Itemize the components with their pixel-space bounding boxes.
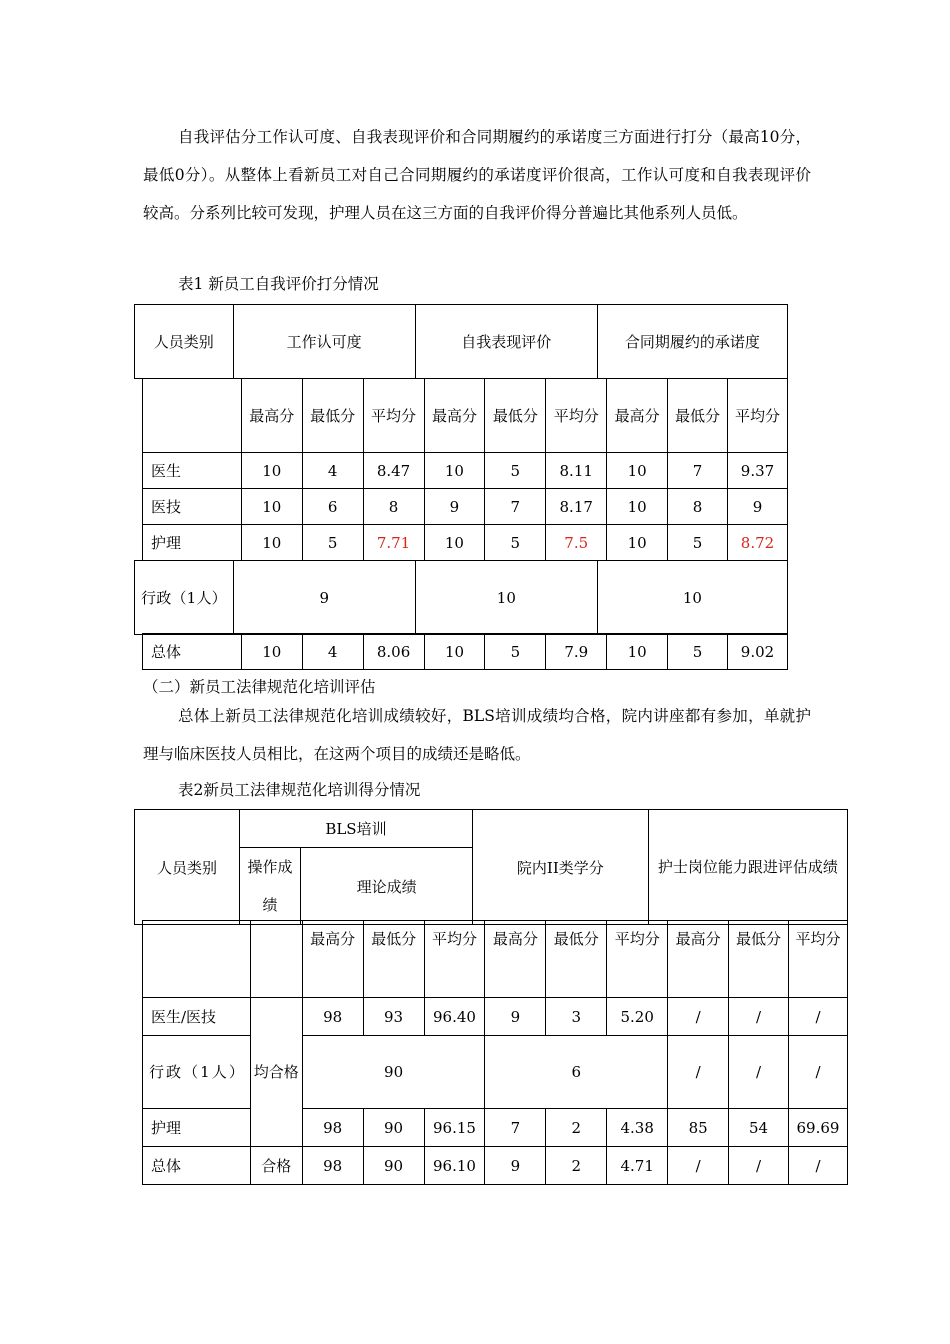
table1-subheader: 最高分 xyxy=(424,379,485,453)
table-cell: 10 xyxy=(241,634,302,670)
table-row xyxy=(143,634,788,670)
table1-subheader: 最低分 xyxy=(302,379,363,453)
table-cell: 3 xyxy=(546,998,607,1036)
table2-header-credit: 院内II类学分 xyxy=(473,810,649,925)
table-cell: 90 xyxy=(302,1036,485,1109)
table-cell: 7.9 xyxy=(546,634,607,670)
table-cell: 5 xyxy=(668,525,728,561)
table-cell: 4 xyxy=(302,634,363,670)
table-cell: 5 xyxy=(485,634,546,670)
table-cell: 7 xyxy=(668,453,728,489)
table1-total xyxy=(142,633,788,670)
row-label: 总体 xyxy=(143,634,242,670)
section-paragraph: 总体上新员工法律规范化培训成绩较好，BLS培训成绩均合格，院内讲座都有参加，单就护理与临床医技人员相比，在这两个项目的成绩还是略低。 xyxy=(143,707,811,763)
table2-subheader: 最高分 xyxy=(668,921,729,998)
table-cell: 93 xyxy=(363,998,424,1036)
table-cell: 9 xyxy=(485,1147,546,1185)
table-cell: 2 xyxy=(546,1147,607,1185)
intro-paragraph: 自我评估分工作认可度、自我表现评价和合同期履约的承诺度三方面进行打分（最高10分，最低0分）。从整体上看新员工对自己合同期履约的承诺度评价很高，工作认可度和自我表现评价较高。分系列比较可发现，护理人员在这三方面的自我评价得分普遍比其他系列人员低。 xyxy=(143,128,811,222)
table-cell: 9 xyxy=(727,489,787,525)
table1-subheader: 平均分 xyxy=(546,379,607,453)
table-row xyxy=(143,525,788,561)
row-label: 医生/医技 xyxy=(143,998,251,1036)
table-cell-highlight: 7.71 xyxy=(363,525,424,561)
table-cell: 10 xyxy=(607,453,668,489)
table-cell: / xyxy=(788,998,847,1036)
table-cell: 10 xyxy=(607,525,668,561)
table-cell: 7 xyxy=(485,1109,546,1147)
table-cell: 5 xyxy=(668,634,728,670)
table-cell: 10 xyxy=(241,525,302,561)
table-cell: 2 xyxy=(546,1109,607,1147)
table-cell: 6 xyxy=(302,489,363,525)
table-row xyxy=(143,453,788,489)
table-cell: 54 xyxy=(729,1109,789,1147)
table-cell: 9 xyxy=(424,489,485,525)
table-cell: 98 xyxy=(302,1109,363,1147)
table-cell: 8.17 xyxy=(546,489,607,525)
table-cell: / xyxy=(668,998,729,1036)
table-cell: 8.47 xyxy=(363,453,424,489)
row-label: 护理 xyxy=(143,1109,251,1147)
table-cell: 90 xyxy=(363,1147,424,1185)
table2-subheader-blank xyxy=(143,921,251,998)
table-row xyxy=(143,1109,848,1147)
table2-header-theory: 理论成绩 xyxy=(301,848,473,925)
table2-subheader: 最高分 xyxy=(485,921,546,998)
table-cell: 5 xyxy=(485,525,546,561)
table-cell: 10 xyxy=(607,489,668,525)
table-cell: / xyxy=(729,1147,789,1185)
table1-group-work: 工作认可度 xyxy=(233,305,415,379)
table-cell: 合格 xyxy=(250,1147,302,1185)
table1-subheader: 最低分 xyxy=(668,379,728,453)
table-cell: 10 xyxy=(241,489,302,525)
table-row xyxy=(143,1036,848,1109)
table-row xyxy=(135,561,788,635)
table2-header xyxy=(134,809,848,925)
table-cell: 90 xyxy=(363,1109,424,1147)
table2-header-operation: 操作成绩 xyxy=(239,848,300,925)
table-cell: 10 xyxy=(241,453,302,489)
table-row xyxy=(143,1147,848,1185)
table2-header-bls: BLS培训 xyxy=(239,810,472,848)
row-label: 行政（1人） xyxy=(143,1036,251,1109)
merged-operation-cell: 均合格 xyxy=(250,998,302,1147)
table-cell: 5 xyxy=(485,453,546,489)
table1-subheader-blank xyxy=(143,379,242,453)
table-cell: 5 xyxy=(302,525,363,561)
table-cell-highlight: 8.72 xyxy=(727,525,787,561)
table-cell: / xyxy=(729,998,789,1036)
table1-header xyxy=(134,304,788,379)
table2-subheader: 最低分 xyxy=(546,921,607,998)
table2-subheader: 最低分 xyxy=(363,921,424,998)
table-cell: 10 xyxy=(415,561,597,635)
table-cell: 96.40 xyxy=(424,998,485,1036)
table2-subheader-blank xyxy=(250,921,302,998)
table-cell: / xyxy=(668,1147,729,1185)
table-cell: / xyxy=(729,1036,789,1109)
table2-header-category: 人员类别 xyxy=(135,810,240,925)
table2-subheader-row xyxy=(143,921,848,998)
table1-header-category: 人员类别 xyxy=(135,305,234,379)
table-cell: 8 xyxy=(668,489,728,525)
row-label: 总体 xyxy=(143,1147,251,1185)
table-cell: 10 xyxy=(607,634,668,670)
table1-admin xyxy=(134,560,788,635)
row-label: 行政（1人） xyxy=(135,561,234,635)
table1-subheader: 平均分 xyxy=(363,379,424,453)
table2-subheader: 最高分 xyxy=(302,921,363,998)
table1-subheader-row xyxy=(143,379,788,453)
row-label: 护理 xyxy=(143,525,242,561)
table-cell: 85 xyxy=(668,1109,729,1147)
row-label: 医生 xyxy=(143,453,242,489)
table-cell: 9.02 xyxy=(728,634,788,670)
table-cell: 9 xyxy=(485,998,546,1036)
table-cell: 9 xyxy=(233,561,415,635)
table1-subheader: 最低分 xyxy=(485,379,546,453)
table1-caption: 表1 新员工自我评价打分情况 xyxy=(178,275,379,293)
table-cell: 5.20 xyxy=(607,998,668,1036)
table-cell: 7 xyxy=(485,489,546,525)
table-cell-highlight: 7.5 xyxy=(546,525,607,561)
table-cell: 96.15 xyxy=(424,1109,485,1147)
table-cell: 4.38 xyxy=(607,1109,668,1147)
table1-body xyxy=(142,378,788,561)
table1-group-contract: 合同期履约的承诺度 xyxy=(597,305,787,379)
table-cell: 10 xyxy=(424,453,485,489)
table2-subheader: 平均分 xyxy=(424,921,485,998)
table2-header-nurse: 护士岗位能力跟进评估成绩 xyxy=(648,810,847,925)
table1-group-self: 自我表现评价 xyxy=(415,305,597,379)
table-cell: 10 xyxy=(424,634,485,670)
section-heading: （二）新员工法律规范化培训评估 xyxy=(143,678,376,696)
table-cell: 10 xyxy=(424,525,485,561)
table-cell: / xyxy=(668,1036,729,1109)
table2-subheader: 平均分 xyxy=(788,921,847,998)
row-label: 医技 xyxy=(143,489,242,525)
table-cell: 9.37 xyxy=(727,453,787,489)
table-cell: 4 xyxy=(302,453,363,489)
table1-subheader: 最高分 xyxy=(607,379,668,453)
table-cell: 69.69 xyxy=(788,1109,847,1147)
table-cell: 6 xyxy=(485,1036,668,1109)
table-row xyxy=(143,489,788,525)
table-cell: 8.11 xyxy=(546,453,607,489)
table2-caption: 表2新员工法律规范化培训得分情况 xyxy=(178,781,421,799)
table-cell: 98 xyxy=(302,998,363,1036)
table-cell: 8.06 xyxy=(363,634,424,670)
table2-body xyxy=(142,920,848,1185)
table-cell: 4.71 xyxy=(607,1147,668,1185)
table1-subheader: 最高分 xyxy=(241,379,302,453)
table2-subheader: 平均分 xyxy=(607,921,668,998)
table2-subheader: 最低分 xyxy=(729,921,789,998)
table-cell: / xyxy=(788,1036,847,1109)
table-cell: 10 xyxy=(597,561,787,635)
table-row xyxy=(143,998,848,1036)
table-cell: 98 xyxy=(302,1147,363,1185)
table1-subheader: 平均分 xyxy=(727,379,787,453)
table-cell: / xyxy=(788,1147,847,1185)
table-cell: 8 xyxy=(363,489,424,525)
table-cell: 96.10 xyxy=(424,1147,485,1185)
